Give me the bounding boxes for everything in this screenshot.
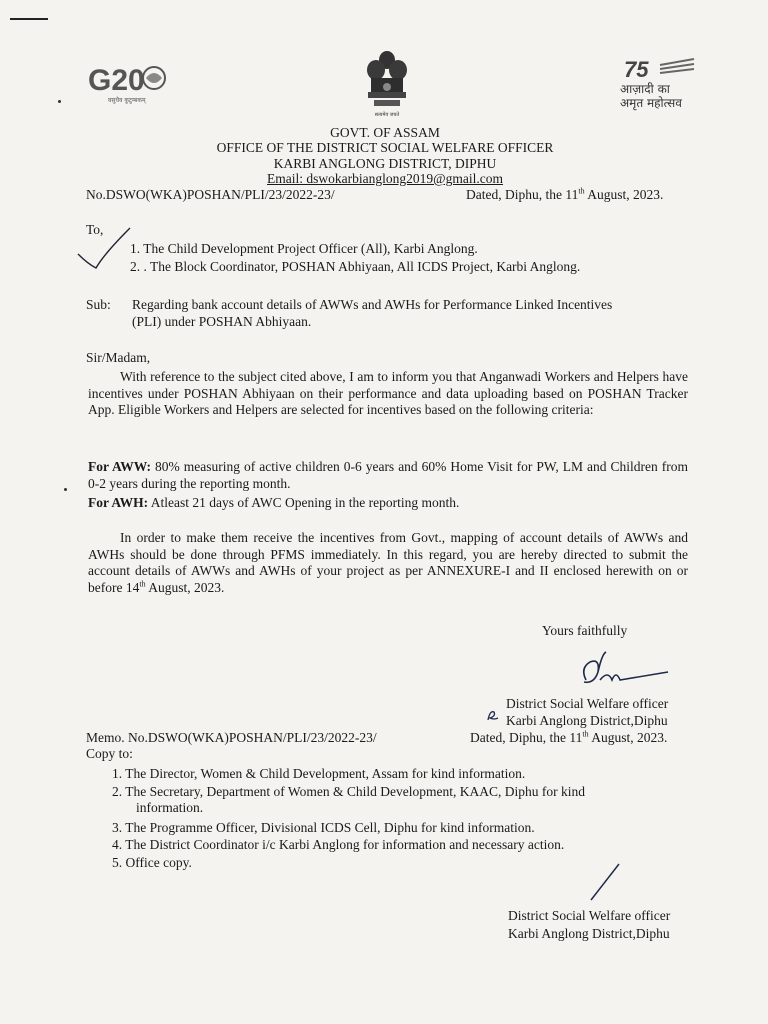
subject-line-1: Regarding bank account details of AWWs and AWHs for Performance Linked Incentives [132,297,613,312]
criteria-aww: For AWW: 80% measuring of active children 0-6 years and 60% Home Visit for PW, LM and Children from 0-2 years during the reporting month. [88,459,688,491]
copy-to-label: Copy to: [86,746,133,761]
memo-date: Dated, Diphu, the 11th August, 2023. [470,729,668,745]
g20-logo [88,60,168,108]
svg-text:75: 75 [624,57,649,82]
header-govt: GOVT. OF ASSAM [330,125,440,140]
scan-mark-line [10,18,48,20]
state-emblem-logo [362,48,412,120]
tick-mark-icon [74,224,134,274]
to-label: To, [86,222,104,237]
to-item-1: 1. The Child Development Project Officer (All), Karbi Anglong. [130,241,478,256]
svg-text:G20: G20 [88,64,145,97]
letter-number: No.DSWO(WKA)POSHAN/PLI/23/2022-23/ [86,187,335,202]
copy-item-2-cont: information. [136,800,204,815]
scan-speck [58,100,61,103]
svg-text:आज़ादी का: आज़ादी का [620,82,670,96]
signature-1 [560,650,680,696]
closing2-designation: District Social Welfare officer [508,908,671,923]
header-district: KARBI ANGLONG DISTRICT, DIPHU [273,156,497,171]
letter-date: Dated, Diphu, the 11th August, 2023. [466,186,664,202]
scan-speck [64,488,67,491]
header-email[interactable]: Email: dswokarbianglong2019@gmail.com [267,171,503,186]
salutation: Sir/Madam, [86,350,151,365]
svg-text:वसुधैव कुटुम्बकम्: वसुधैव कुटुम्बकम् [108,97,146,104]
memo-number: Memo. No.DSWO(WKA)POSHAN/PLI/23/2022-23/ [86,730,377,745]
svg-text:सत्यमेव जयते: सत्यमेव जयते [374,112,400,118]
initial-mark-icon [484,708,500,724]
copy-item-1: 1. The Director, Women & Child Development, Assam for kind information. [112,766,526,781]
to-item-2: 2. . The Block Coordinator, POSHAN Abhiyaan, All ICDS Project, Karbi Anglong. [130,259,581,274]
body-paragraph-2: In order to make them receive the incentives from Govt., mapping of account details of AWWs and AWHs should be done through PFMS immediately. In this regard, you are hereby directed to submit the account details of AWWs and AWHs of your project as per ANNEXURE-I and II enclosed herewith on or before 14th August, 2023. [88,530,688,595]
azadi-ka-amrit-mahotsav-logo [614,55,710,111]
copy-item-4: 4. The District Coordinator i/c Karbi Anglong for information and necessary action. [112,837,565,852]
copy-item-5: 5. Office copy. [112,855,192,870]
closing-district: Karbi Anglong District,Diphu [506,713,668,728]
closing-designation: District Social Welfare officer [506,696,669,711]
criteria-awh: For AWH: Atleast 21 days of AWC Opening in the reporting month. [88,495,460,510]
subject-line-2: (PLI) under POSHAN Abhiyaan. [132,314,312,329]
closing2-district: Karbi Anglong District,Diphu [508,926,670,941]
body-paragraph-1: With reference to the subject cited above, I am to inform you that Anganwadi Workers and Helpers have incentives under POSHAN Abhiyaan on their performance and data uploading based on POSHAN Tracker App. Eligible Workers and Helpers are selected for incentives based on the following criteria: [88,369,688,417]
svg-text:अमृत महोत्सव: अमृत महोत्सव [620,96,682,110]
yours-faithfully: Yours faithfully [542,623,628,638]
header-office: OFFICE OF THE DISTRICT SOCIAL WELFARE OFFICER [216,140,554,155]
signature-2 [585,860,625,904]
subject-label: Sub: [86,297,111,312]
copy-item-3: 3. The Programme Officer, Divisional ICDS Cell, Diphu for kind information. [112,820,535,835]
copy-item-2: 2. The Secretary, Department of Women & Child Development, KAAC, Diphu for kind [112,784,585,799]
